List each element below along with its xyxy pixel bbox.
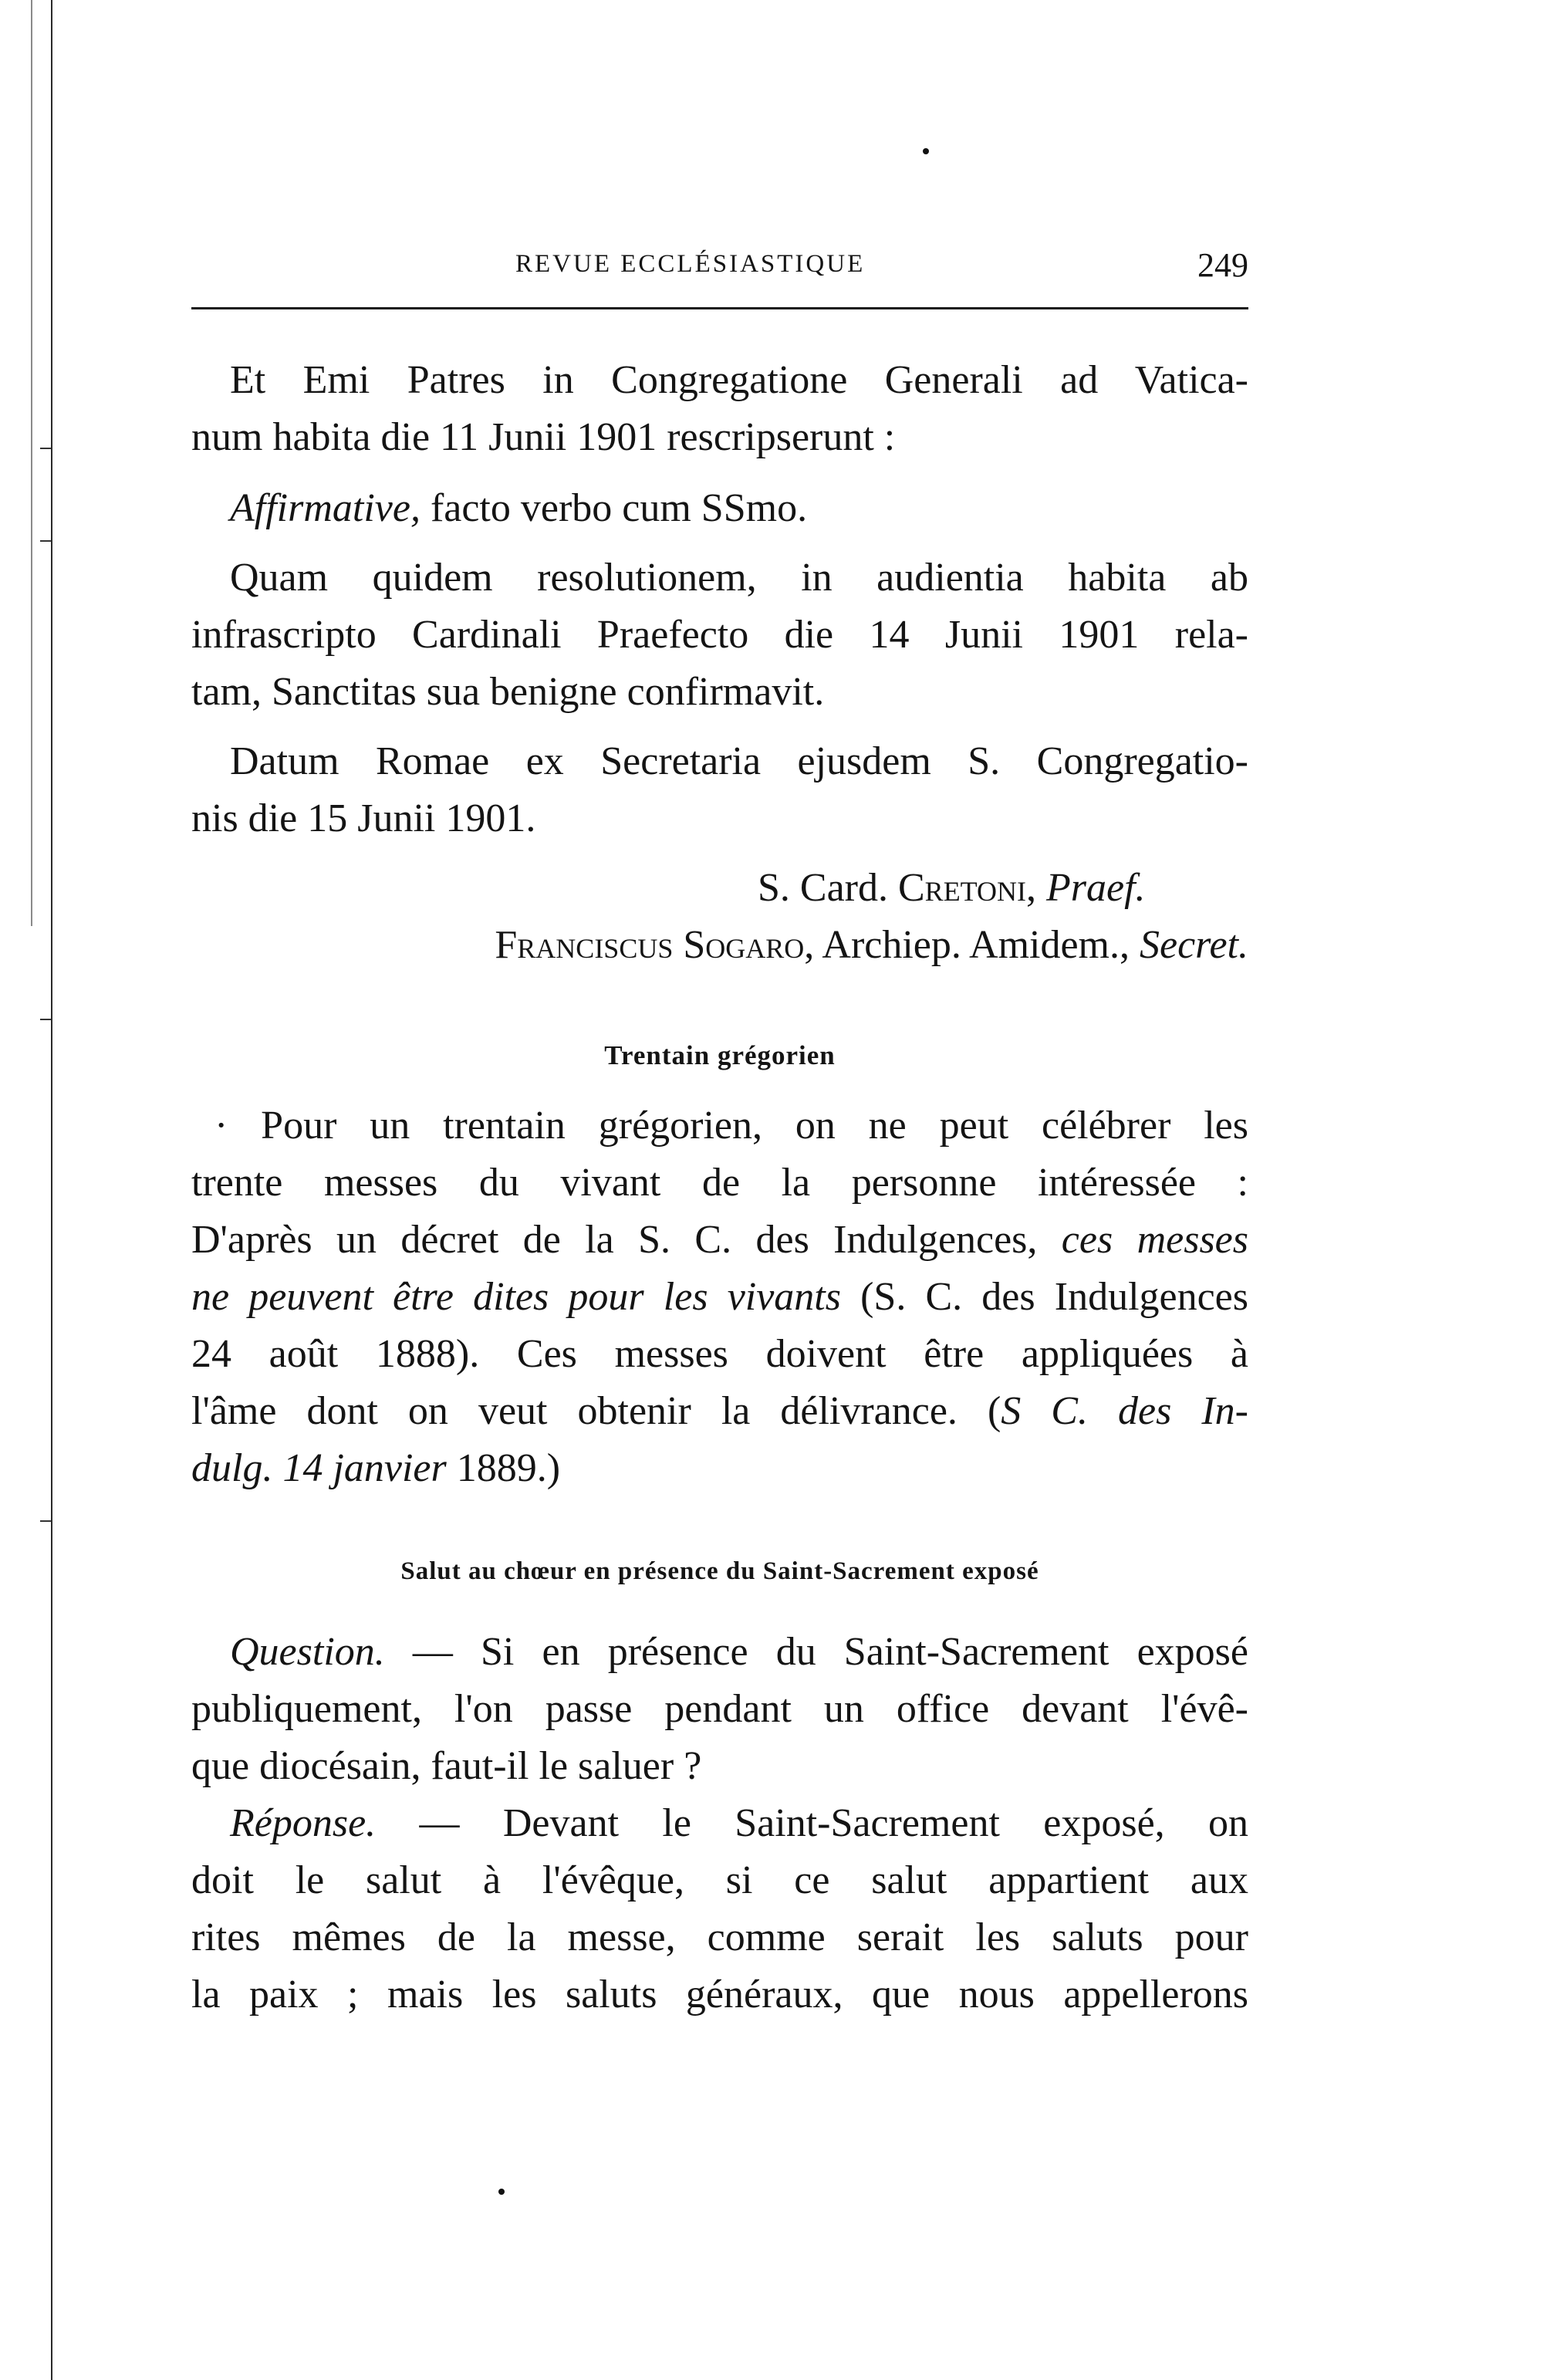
signatory-title: Secret. xyxy=(1140,923,1248,967)
text-line: num habita die 11 Junii 1901 rescripserunt : xyxy=(191,415,896,459)
running-head xyxy=(191,245,1248,292)
italic-run: dulg. 14 janvier xyxy=(191,1446,447,1490)
text-line: nis die 15 Junii 1901. xyxy=(191,796,536,840)
journal-title: REVUE ECCLÉSIASTIQUE xyxy=(515,250,866,278)
header-rule xyxy=(191,307,1248,309)
question-label: Question. xyxy=(230,1630,385,1674)
text-line: doit le salut à l'évêque, si ce salut appartient aux xyxy=(191,1858,1248,1902)
edge-mark xyxy=(40,1520,51,1522)
paragraph-datum xyxy=(191,733,1248,847)
signature-secretary xyxy=(191,917,1248,974)
text-line: 24 août 1888). Ces messes doivent être appliquées à xyxy=(191,1332,1248,1376)
signatory-title: Praef. xyxy=(1046,866,1146,910)
text-line: Et Emi Patres in Congregatione Generali ad Vatica- xyxy=(230,358,1248,402)
edge-mark xyxy=(40,1019,51,1020)
text-run: , xyxy=(1026,866,1047,910)
paragraph-confirmation xyxy=(191,549,1248,721)
text-line: trente messes du vivant de la personne intéressée : xyxy=(191,1161,1248,1205)
paragraph-answer xyxy=(191,1795,1248,2023)
binding-edge-line xyxy=(51,0,52,2380)
signature-block xyxy=(191,860,1248,974)
text-line: · Pour un trentain grégorien, on ne peut célébrer les xyxy=(214,1104,1248,1148)
text-line xyxy=(191,1383,1248,1440)
paragraph-rescript xyxy=(191,352,1248,466)
text-run: — Devant le Saint-Sacrement exposé, on xyxy=(376,1801,1248,1845)
italic-term: Affirmative, xyxy=(230,486,420,530)
text-line xyxy=(191,480,1248,537)
text-line: publiquement, l'on passe pendant un office devant l'évê- xyxy=(191,1687,1248,1731)
edge-mark xyxy=(40,540,51,542)
paragraph-trentain xyxy=(191,1097,1248,1497)
section-heading-trentain: Trentain grégorien xyxy=(604,1040,836,1070)
ink-speck xyxy=(498,2189,505,2195)
text-run: D'après un décret de la S. C. des Indulgences, xyxy=(191,1218,1062,1262)
paragraph-affirmative xyxy=(191,480,1248,537)
text-run: S. Card. xyxy=(758,866,898,910)
text-line: infrascripto Cardinali Praefecto die 14 Junii 1901 rela- xyxy=(191,613,1248,657)
text-line xyxy=(191,1212,1248,1269)
text-line: la paix ; mais les saluts généraux, que nous appellerons xyxy=(191,1973,1248,2017)
text-line: Datum Romae ex Secretaria ejusdem S. Congregatio- xyxy=(230,739,1248,783)
binding-edge-shadow xyxy=(31,0,32,926)
page-number: 249 xyxy=(1197,246,1248,284)
text-run: (S. C. des Indulgences xyxy=(840,1275,1248,1319)
text-line xyxy=(191,1795,1248,1852)
text-run: facto verbo cum SSmo. xyxy=(420,486,808,530)
text-run: 1889.) xyxy=(446,1446,561,1490)
signature-prefect xyxy=(191,860,1248,917)
signatory-name: Cretoni xyxy=(898,866,1027,910)
answer-label: Réponse. xyxy=(230,1801,377,1845)
text-line: rites mêmes de la messe, comme serait les saluts pour xyxy=(191,1915,1248,1959)
signatory-name: Franciscus Sogaro xyxy=(495,923,805,967)
text-run: , Archiep. Amidem., xyxy=(804,923,1140,967)
text-line xyxy=(191,1269,1248,1326)
text-line xyxy=(191,1440,1248,1497)
text-line: tam, Sanctitas sua benigne confirmavit. xyxy=(191,670,825,714)
text-run: — Si en présence du Saint-Sacrement exposé xyxy=(384,1630,1248,1674)
text-line: Quam quidem resolutionem, in audientia habita ab xyxy=(230,556,1248,600)
text-run: l'âme dont on veut obtenir la délivrance. ( xyxy=(191,1389,1001,1433)
section-heading-salut: Salut au chœur en présence du Saint-Sacrement exposé xyxy=(400,1557,1039,1585)
text-line xyxy=(191,1624,1248,1681)
paragraph-question xyxy=(191,1624,1248,1795)
italic-run: S C. des In- xyxy=(1001,1389,1248,1433)
italic-run: ces messes xyxy=(1061,1218,1248,1262)
italic-run: ne peuvent être dites pour les vivants xyxy=(191,1275,841,1319)
text-line: que diocésain, faut-il le saluer ? xyxy=(191,1744,702,1788)
edge-mark xyxy=(40,448,51,449)
ink-speck xyxy=(923,148,929,154)
